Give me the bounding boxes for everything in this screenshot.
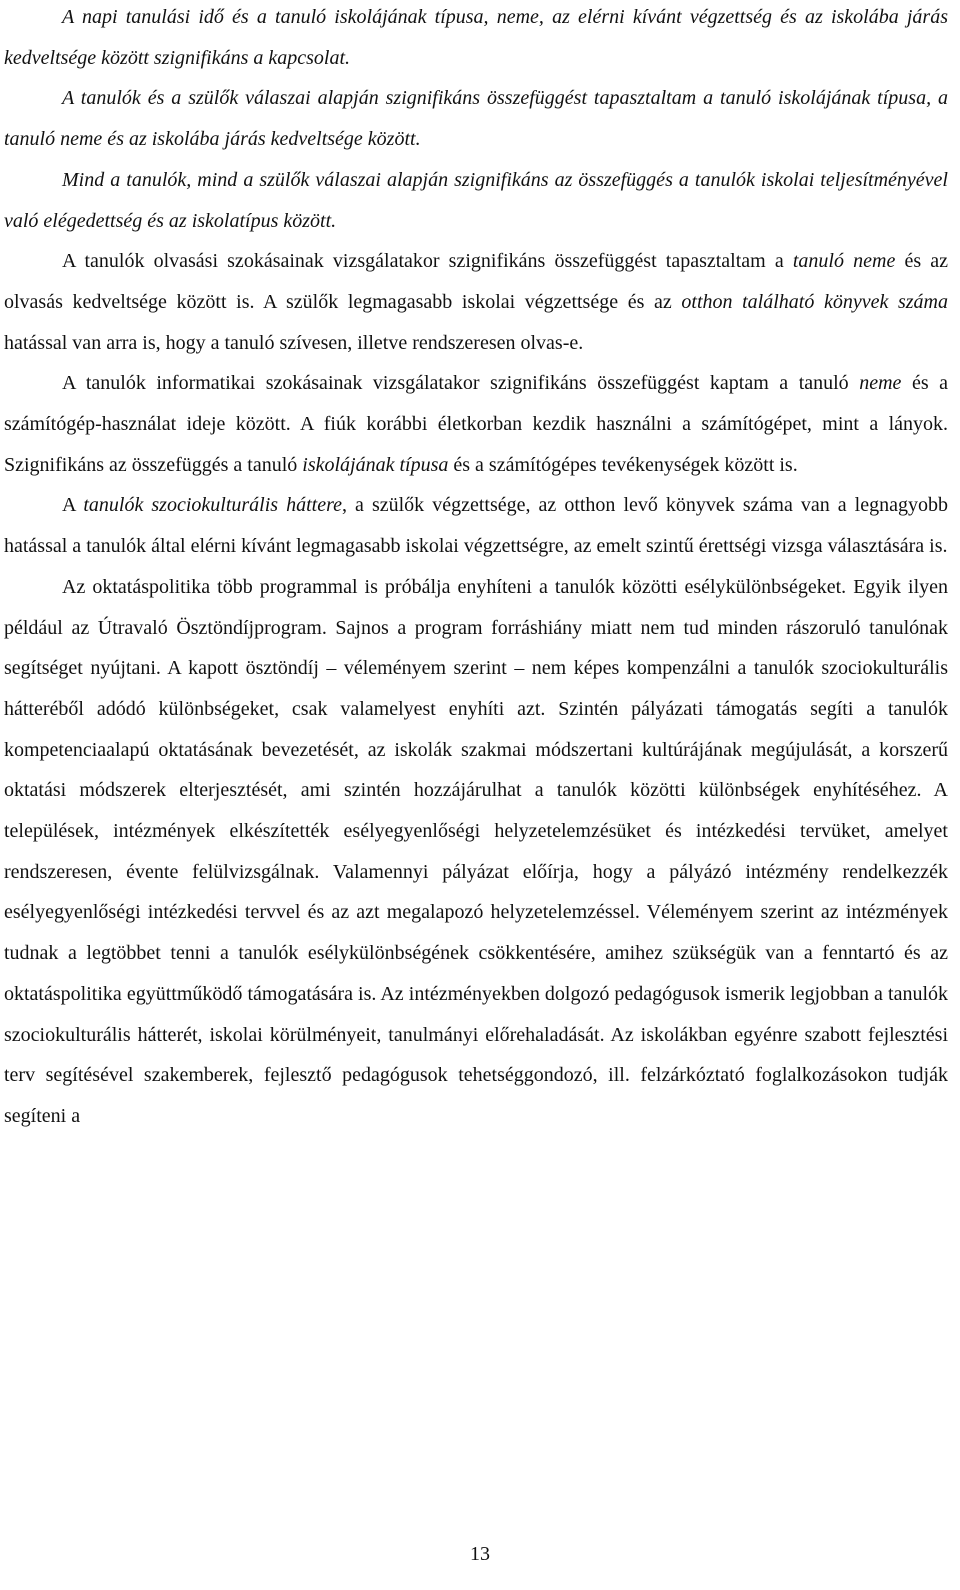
paragraph [4, 363, 948, 485]
paragraph [4, 485, 948, 566]
body-text [4, 0, 948, 1137]
text-run: A tanulók informatikai szokásainak vizsgálatakor szignifikáns összefüggést kaptam a tanuló [62, 372, 860, 395]
paragraph [4, 241, 948, 363]
paragraph [4, 160, 948, 241]
italic-text: neme [859, 372, 902, 395]
text-run: A tanulók olvasási szokásainak vizsgálatakor szignifikáns összefüggést tapasztaltam a [62, 250, 793, 273]
text-run: Az oktatáspolitika több programmal is próbálja enyhíteni a tanulók közötti esélykülönbségeket. Egyik ilyen például az Útravaló Ösztöndíjprogram. Sajnos a program forráshiány miatt nem tud minden rászoruló tanulónak segítséget nyújtani. A kapott ösztöndíj – véleményem szerint – nem képes kompenzálni a tanulók szociokulturális hátteréből adódó különbségeket, csak valamelyest enyhíti azt. Szintén pályázati támogatás segíti a tanulók kompetenciaalapú oktatásának bevezetését, az iskolák szakmai módszertani kultúrájának megújulását, a korszerű oktatási módszerek elterjesztését, ami szintén hozzájárulhat a tanulók közötti különbségek enyhítéséhez. A települések, intézmények elkészítették esélyegyenlőségi helyzetelemzésüket és intézkedési tervüket, amelyet rendszeresen, évente felülvizsgálnak. Valamennyi pályázat előírja, hogy a pályázó intézmény rendelkezzék esélyegyenlőségi intézkedési tervvel és az azt megalapozó helyzetelemzéssel. Véleményem szerint az intézmények tudnak a legtöbbet tenni a tanulók esélykülönbségének csökkentésére, amihez szükségük van a fenntartó és az oktatáspolitika együttműködő támogatására is. Az intézményekben dolgozó pedagógusok ismerik legjobban a tanulók szociokulturális hátterét, iskolai körülményeit, tanulmányi előrehaladását. Az iskolákban egyénre szabott fejlesztési terv segítésével szakemberek, fejlesztő pedagógusok tehetséggondozó, ill. felzárkóztató foglalkozásokon tudják segíteni a [4, 575, 948, 1127]
italic-text: Mind a tanulók, mind a szülők válaszai alapján szignifikáns az összefüggés a tanulók iskolai teljesítményével való elégedettség és az iskolatípus között. [4, 168, 948, 232]
paragraph [4, 567, 948, 1137]
italic-text: A tanulók és a szülők válaszai alapján szignifikáns összefüggést tapasztaltam a tanuló iskolájának típusa, a tanuló neme és az iskolába járás kedveltsége között. [4, 87, 948, 151]
italic-text: tanulók szociokulturális háttere [83, 494, 343, 517]
paragraph [4, 0, 948, 78]
text-run: hatással van arra is, hogy a tanuló szívesen, illetve rendszeresen olvas-e. [4, 331, 584, 354]
text-run: és az olvasás kedveltsége között is. A szülők legmagasabb iskolai végzettsége és az [4, 250, 949, 313]
text-run: , a szülők végzettsége, az otthon levő könyvek száma van a legnagyobb hatással a tanulók által elérni kívánt legmagasabb iskolai végzettségre, az emelt szintű érettségi vizsga választására is. [4, 494, 948, 558]
paragraph [4, 78, 948, 159]
italic-text: tanuló neme [792, 250, 896, 273]
text-run: és a számítógépes tevékenységek között is. [448, 453, 798, 476]
page-number: 13 [470, 1543, 490, 1565]
text-run: és a számítógép-használat ideje között. A fiúk korábbi életkorban kezdik használni a számítógépet, mint a lányok. Szignifikáns az összefüggés a tanuló [4, 372, 948, 476]
italic-text: A napi tanulási idő és a tanuló iskolájának típusa, neme, az elérni kívánt végzettség és az iskolába járás kedveltsége között szignifikáns a kapcsolat. [4, 6, 948, 69]
italic-text: otthon található könyvek száma [681, 290, 949, 313]
text-run: A [62, 494, 84, 517]
italic-text: iskolájának típusa [302, 453, 449, 476]
